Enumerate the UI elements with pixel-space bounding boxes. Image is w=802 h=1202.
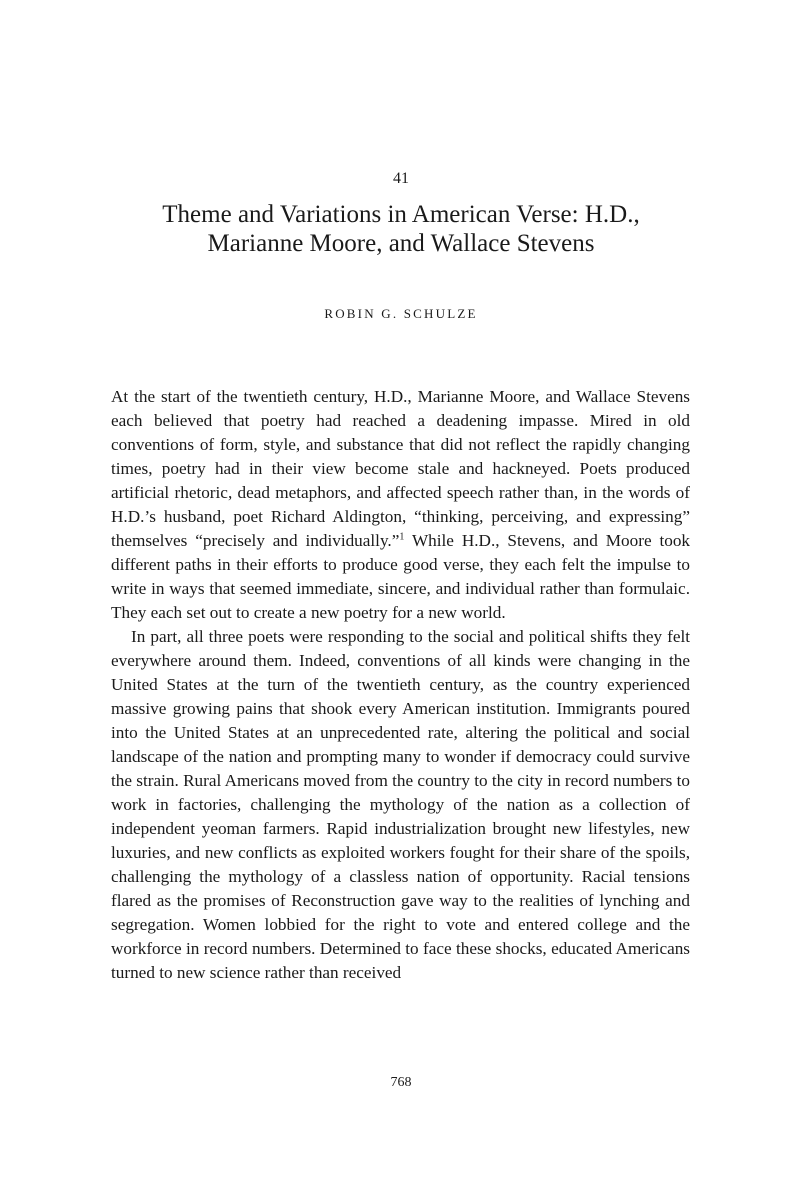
page-number: 768 xyxy=(390,1075,412,1090)
paragraph-1-text-a: At the start of the twentieth century, H.D., Marianne Moore, and Wallace Stevens each believed that poetry had reached a deadening impasse. Mired in old conventions of form, style, and substance that did not reflect the rapidly changing times, poetry had in their view become stale and hackneyed. Poets produced artificial rhetoric, dead metaphors, and affected speech rather than, in the words of H.D.’s husband, poet Richard Aldington, “thinking, perceiving, and expressing” themselves “precisely and individually.” xyxy=(111,387,690,550)
paragraph-1 xyxy=(111,385,690,625)
paragraph-1-text-b: While H.D., Stevens, and Moore took different paths in their efforts to produce good verse, they each felt the impulse to write in ways that seemed immediate, sincere, and individual rather than formulaic. They each set out to create a new poetry for a new world. xyxy=(111,531,691,622)
author-name: ROBIN G. SCHULZE xyxy=(324,306,478,321)
chapter-number: 41 xyxy=(393,170,409,187)
footnote-reference[interactable]: 1 xyxy=(399,531,405,543)
chapter-title: Theme and Variations in American Verse: H.D., Marianne Moore, and Wallace Stevens xyxy=(162,201,640,257)
body-text xyxy=(111,385,690,985)
paragraph-2: In part, all three poets were responding to the social and political shifts they felt everywhere around them. Indeed, conventions of all kinds were changing in the United States at the turn of the twentieth century, as the country experienced massive growing pains that shook every American institution. Immigrants poured into the United States at an unprecedented rate, altering the political and social landscape of the nation and prompting many to wonder if democracy could survive the strain. Rural Americans moved from the country to the city in record numbers to work in factories, challenging the mythology of the nation as a collection of independent yeoman farmers. Rapid industrialization brought new lifestyles, new luxuries, and new conflicts as exploited workers fought for their share of the spoils, challenging the mythology of a classless nation of opportunity. Racial tensions flared as the promises of Reconstruction gave way to the realities of lynching and segregation. Women lobbied for the right to vote and entered college and the workforce in record numbers. Determined to face these shocks, educated Americans turned to new science rather than received xyxy=(111,627,690,982)
